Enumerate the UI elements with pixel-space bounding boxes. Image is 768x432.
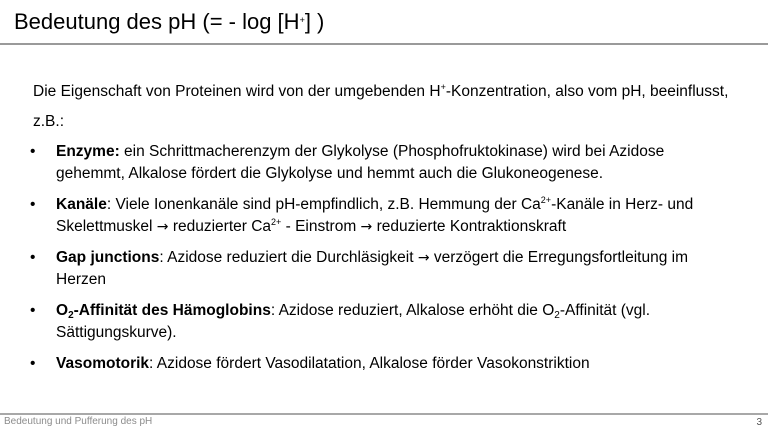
- footer-title: Bedeutung und Pufferung des pH: [4, 416, 153, 427]
- bullet-dot: •: [30, 249, 36, 266]
- term-kanaele: Kanäle: [56, 196, 107, 213]
- bullet-kanaele: • Kanäle: Viele Ionenkanäle sind pH-empfindlich, z.B. Hemmung der $Ca^{2+}$-Kanäle in Herz- und Skelettmuskel → reduzierter $Ca^{2+}$ - Einstrom → reduzierte Kontraktionskraft: [30, 195, 694, 235]
- term-enzyme: Enzyme:: [56, 143, 120, 160]
- footer-divider: [0, 413, 768, 415]
- bullet-gap-junctions: • Gap junctions: Azidose reduziert die Durchläsigkeit → verzögert die Erregungsfortleitung im Herzen: [30, 249, 689, 288]
- slide-title: Bedeutung des pH (= - log [H+] ): [14, 9, 325, 34]
- bullet-enzyme: • Enzyme: ein Schrittmacherenzym der Glykolyse (Phosphofruktokinase) wird bei Azidose gehemmt, Alkalose fördert die Glykolyse und hemmt auch die Glukoneogenese.: [30, 143, 665, 182]
- arrow-right-icon: →: [360, 219, 373, 235]
- bullet-dot: •: [30, 196, 36, 213]
- page-number: 3: [756, 417, 762, 428]
- intro-paragraph: Die Eigenschaft von Proteinen wird von der umgebenden H+-Konzentration, also vom pH, beeinflusst, z.B.:: [33, 82, 729, 130]
- term-vasomotorik: Vasomotorik: [56, 355, 150, 372]
- bullet-list: [30, 141, 730, 384]
- bullet-dot: •: [30, 302, 36, 319]
- bullet-vasomotorik: • Vasomotorik: Azidose fördert Vasodilatation, Alkalose förder Vasokonstriktion: [30, 353, 730, 375]
- bullet-dot: •: [30, 355, 36, 372]
- arrow-right-icon: →: [156, 219, 169, 235]
- arrow-right-icon: →: [417, 250, 430, 266]
- term-gap-junctions: Gap junctions: [56, 249, 160, 266]
- term-o2-affinitaet: $O_2$-Affinität des Hämoglobins: [56, 302, 271, 321]
- bullet-dot: •: [30, 143, 36, 160]
- title-divider: [0, 43, 768, 45]
- bullet-o2-affinitaet: • $O_2$-Affinität des Hämoglobins: Azidose reduziert, Alkalose erhöht die $O_2$-Affinität (vgl. Sättigungskurve).: [30, 302, 651, 341]
